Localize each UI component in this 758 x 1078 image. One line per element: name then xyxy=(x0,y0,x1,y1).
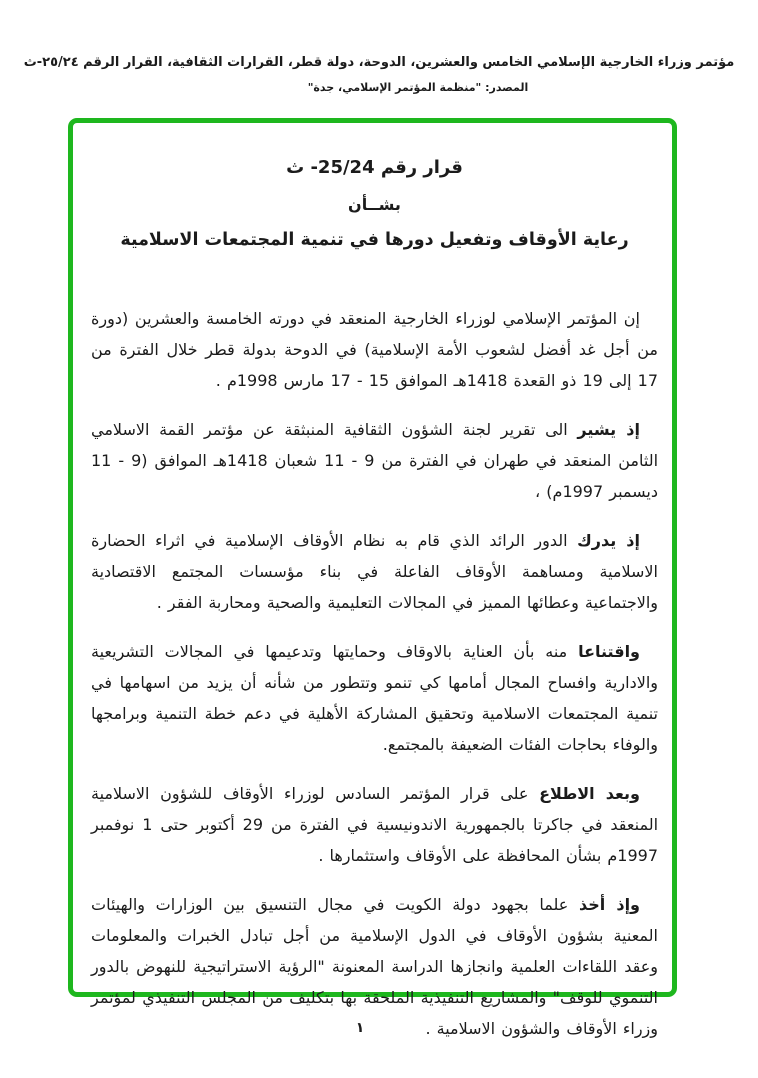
header-citation: مؤتمر وزراء الخارجية الإسلامي الخامس والعشرين، الدوحة، دولة قطر، القرارات الثقافية، القرار الرقم ٢٥/٢٤-ث xyxy=(23,55,735,70)
document-header xyxy=(0,54,758,95)
subject-label: بشــأن xyxy=(348,195,401,214)
paragraph-lead: إذ يدرك xyxy=(577,531,641,550)
resolution-box xyxy=(68,118,677,1038)
paragraph-text: الدور الرائد الذي قام به نظام الأوقاف الإسلامية في اثراء الحضارة الاسلامية ومساهمة الأوقاف الفاعلة في بناء مؤسسات المجتمع الاقتصادية والاجتماعية وعطائها المميز في المجالات التعليمية والصحية ومحاربة الفقر . xyxy=(91,531,658,612)
paragraph-text: على قرار المؤتمر السادس لوزراء الأوقاف للشؤون الاسلامية المنعقد في جاكرتا بالجمهورية الاندونيسية في الفترة من 29 أكتوبر حتى 1 نوفمبر 1997م بشأن المحافظة على الأوقاف واستثمارها . xyxy=(91,784,659,865)
paragraph-text: علما بجهود دولة الكويت في مجال التنسيق بين الوزارات والهيئات المعنية بشؤون الأوقاف في الدول الإسلامية من أجل تبادل الخبرات والمعلومات وعقد اللقاءات العلمية وانجازها الدراسة المعنونة "الرؤية الاستراتيجية للنهوض بالدور التنموي للوقف" والمشاريع التنفيذية الملحقة بها بتكليف من المجلس التنفيذي لمؤتمر وزراء الأوقاف والشؤون الاسلامية . xyxy=(91,895,658,1038)
paragraph-convinced xyxy=(91,636,658,760)
resolution-subject: رعاية الأوقاف وتفعيل دورها في تنمية المجتمعات الاسلامية xyxy=(120,230,629,250)
resolution-body xyxy=(91,303,658,1044)
paragraph-lead: إذ يشير xyxy=(577,420,641,439)
paragraph-having-reviewed xyxy=(91,778,658,871)
resolution-number: قرار رقم 25/24- ث xyxy=(286,157,463,178)
paragraph-text: إن المؤتمر الإسلامي لوزراء الخارجية المنعقد في دورته الخامسة والعشرين (دورة من أجل غد أفضل لشعوب الأمة الإسلامية) في الدوحة بدولة قطر خلال الفترة من 17 إلى 19 ذو القعدة 1418هـ الموافق 15 - 17 مارس 1998م . xyxy=(91,309,658,390)
paragraph-preamble xyxy=(91,303,658,396)
paragraph-lead: وإذ أخذ xyxy=(578,895,640,914)
paragraph-lead: وبعد الاطلاع xyxy=(539,784,641,803)
paragraph-recalling xyxy=(91,414,658,507)
paragraph-text: منه بأن العناية بالاوقاف وحمايتها وتدعيمها في المجالات التشريعية والادارية وافساح المجال أمامها كي تنمو وتتطور من شأنه أن يزيد من اسهامها في تنمية المجتمعات الاسلامية وتحقيق المشاركة الأهلية في دعم خطة التنمية وبرامجها والوفاء بحاجات الفئات الضعيفة بالمجتمع. xyxy=(91,642,658,754)
header-source: المصدر: "منظمة المؤتمر الإسلامي، جدة" xyxy=(307,81,529,94)
page-number: ١ xyxy=(355,1020,365,1036)
paragraph-recognizing xyxy=(91,525,658,618)
paragraph-text: الى تقرير لجنة الشؤون الثقافية المنبثقة عن مؤتمر القمة الاسلامي الثامن المنعقد في طهران في الفترة من 9 - 11 شعبان 1418هـ الموافق (9 - 11 ديسمبر 1997م) ، xyxy=(91,420,659,501)
paragraph-lead: واقتناعا xyxy=(578,642,640,661)
